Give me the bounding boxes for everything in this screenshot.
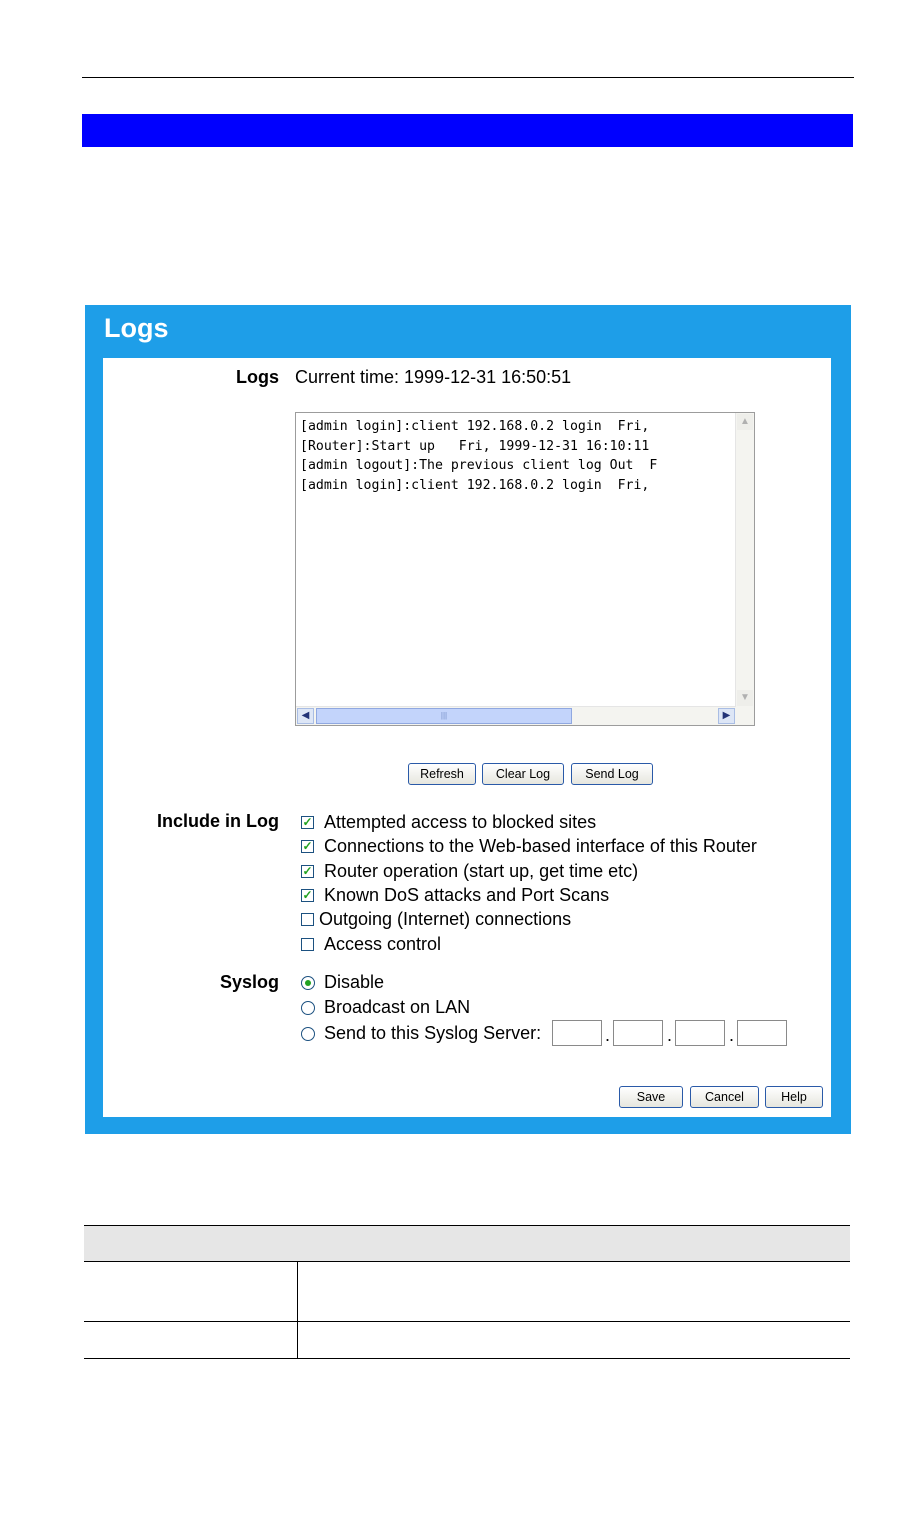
syslog-ip-octet-2[interactable] — [613, 1020, 663, 1046]
checkbox-label: Router operation (start up, get time etc) — [324, 861, 639, 881]
table-row — [84, 1322, 850, 1359]
radio-disable[interactable] — [301, 976, 315, 990]
vertical-scrollbar[interactable] — [735, 413, 754, 707]
ip-dot: . — [729, 1025, 735, 1045]
help-button[interactable]: Help — [765, 1086, 823, 1108]
scroll-thumb[interactable]: ||| — [316, 708, 572, 724]
logs-label: Logs — [236, 367, 279, 387]
log-line: [Router]:Start up Fri, 1999-12-31 16:10:11 — [300, 438, 650, 454]
log-text — [300, 417, 734, 705]
log-line: [admin login]:client 192.168.0.2 login Fri, — [300, 419, 650, 434]
clear-log-button[interactable]: Clear Log — [482, 763, 564, 785]
scroll-down-icon[interactable]: ▼ — [737, 690, 753, 706]
checkbox-blocked-sites[interactable]: ✓ — [302, 815, 313, 829]
syslog-ip-octet-3[interactable] — [675, 1020, 725, 1046]
checkbox-label: Known DoS attacks and Port Scans — [324, 885, 610, 905]
section-banner — [82, 114, 853, 147]
log-line: [admin login]:client 192.168.0.2 login Fri, — [300, 477, 650, 493]
panel-title: Logs — [104, 313, 169, 343]
radio-label: Broadcast on LAN — [324, 997, 471, 1017]
current-time: Current time: 1999-12-31 16:50:51 — [295, 367, 572, 387]
log-line: [admin logout]:The previous client log Out F — [300, 458, 658, 473]
ip-dot: . — [667, 1025, 673, 1045]
refresh-button[interactable]: Refresh — [408, 763, 476, 785]
cancel-button[interactable]: Cancel — [690, 1086, 759, 1108]
scroll-up-icon[interactable]: ▲ — [737, 414, 753, 430]
save-button[interactable]: Save — [619, 1086, 683, 1108]
top-rule — [82, 77, 854, 78]
scroll-left-icon[interactable]: ◀ — [297, 708, 314, 724]
radio-label: Send to this Syslog Server: — [324, 1023, 542, 1043]
checkbox-label: Attempted access to blocked sites — [324, 812, 597, 832]
checkbox-dos-attacks[interactable]: ✓ — [302, 888, 313, 902]
table-header — [84, 1225, 850, 1262]
logs-screenshot-panel — [85, 305, 851, 1134]
scrollbar-corner — [736, 707, 754, 725]
checkbox-router-operation[interactable]: ✓ — [302, 864, 313, 878]
table-column-divider — [297, 1322, 298, 1358]
panel-content — [103, 358, 831, 1117]
radio-syslog-server[interactable] — [301, 1027, 315, 1041]
checkbox-label: Outgoing (Internet) connections — [319, 909, 572, 929]
radio-broadcast-lan[interactable] — [301, 1001, 315, 1015]
syslog-ip-octet-4[interactable] — [737, 1020, 787, 1046]
syslog-label: Syslog — [219, 972, 279, 992]
send-log-button[interactable]: Send Log — [571, 763, 653, 785]
include-in-log-label: Include in Log — [157, 811, 279, 831]
checkbox-web-interface[interactable]: ✓ — [302, 839, 313, 853]
checkbox-outgoing-connections[interactable] — [301, 913, 314, 926]
syslog-ip-octet-1[interactable] — [552, 1020, 602, 1046]
log-textarea[interactable] — [295, 412, 755, 726]
table-row — [84, 1262, 850, 1322]
scroll-right-icon[interactable]: ▶ — [718, 708, 735, 724]
radio-label: Disable — [324, 972, 385, 992]
checkbox-label: Connections to the Web-based interface of this Router — [324, 836, 757, 856]
checkbox-label: Access control — [324, 934, 442, 954]
table-column-divider — [297, 1262, 298, 1321]
ip-dot: . — [605, 1025, 611, 1045]
checkbox-access-control[interactable] — [301, 938, 314, 951]
horizontal-scrollbar[interactable] — [296, 706, 736, 725]
